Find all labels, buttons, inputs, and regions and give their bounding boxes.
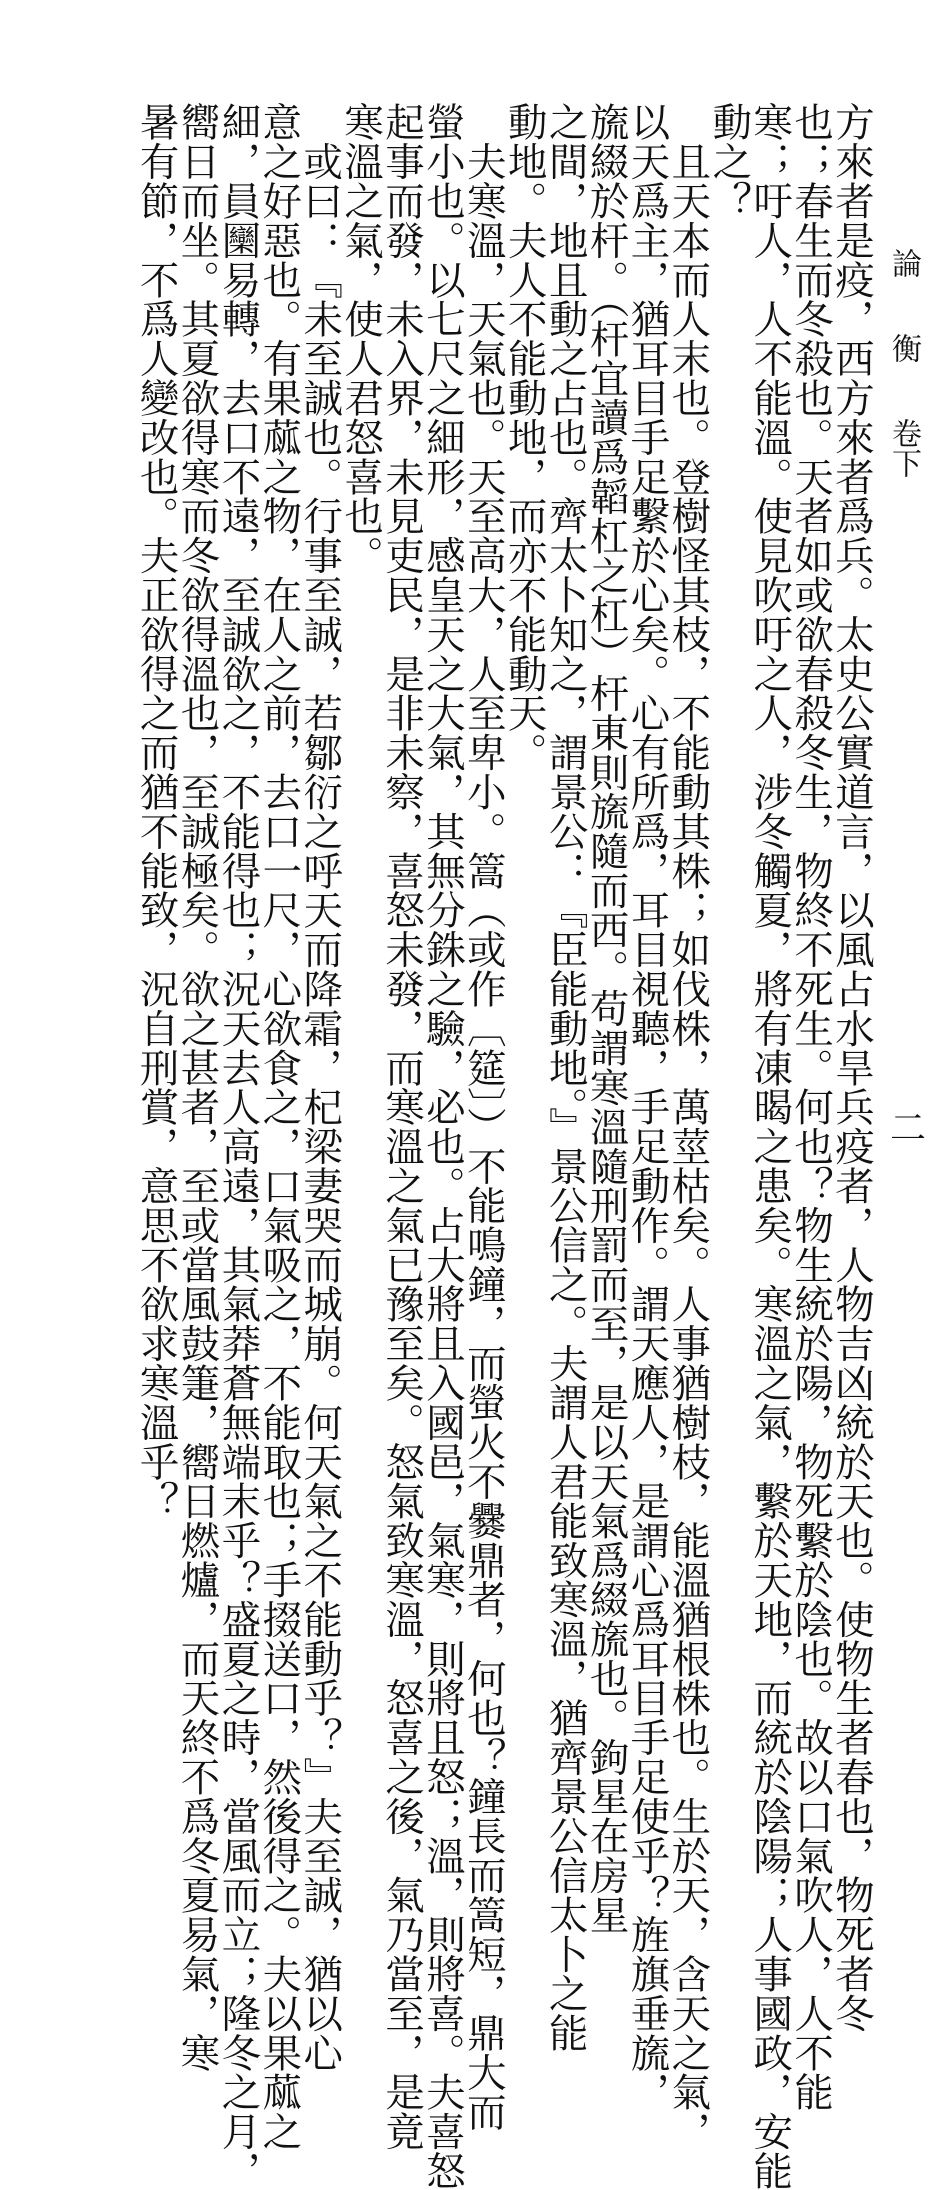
text-column: 寒；吁人，人不能溫。使見吹吁之人，涉冬觸夏，將有凍暍之患矣。寒溫之氣，繫於天地，而統於陰陽；人事國政，安能 <box>747 102 794 2190</box>
text-column: 螢小也。以七尺之細形，感皇天之大氣，其無分銖之驗，必也。占大將且入國邑，氣寒，則將且怒；溫，則將喜。夫喜怒 <box>419 102 466 2190</box>
text-column: 動之？ <box>706 102 753 221</box>
text-column: 也；春生而冬殺也。天者如或欲春殺冬生，物終不死生。何也？物生統於陽，物死繫於陰也。故以口氣吹人，人不能 <box>788 102 835 2112</box>
running-header <box>878 248 928 478</box>
text-column: 或曰：『未至誠也。行事至誠，若鄒衍之呼天而降霜，杞梁妻哭而城崩。何天氣之不能動乎？』夫至誠，猶以心 <box>297 102 344 2072</box>
text-column: 旒綴於杆。（杆宜讀爲韜杠之杠）杆東則旒隨而西。苟謂寒溫隨刑罰而至，是以天氣爲綴旒也。鉤星在房星 <box>583 102 630 1935</box>
text-column: 嚮日而坐。其夏欲得寒而冬欲得溫也，至誠極矣。欲之甚者，至或當風鼓箑，嚮日燃爐，而天終不爲冬夏易氣，寒 <box>174 102 221 2072</box>
header-title-lun: 論 <box>886 248 921 278</box>
text-column: 且天本而人末也。登樹怪其枝，不能動其株；如伐株，萬莖枯矣。人事猶樹枝，能溫猶根株也。生於天，含天之氣， <box>665 102 712 2151</box>
page-number: 二 <box>889 1108 926 1149</box>
text-column: 細，員圞易轉，去口不遠，至誠欲之，不能得也；況天去人高遠，其氣莽蒼無端末乎？盛夏之時，當風而立；隆冬之月， <box>215 102 262 2190</box>
text-column: 方來者是疫，西方來者爲兵。太史公實道言，以風占水旱兵疫者，人物吉凶統於天也。使物生者春也，物死者冬 <box>829 102 875 2033</box>
body-text <box>133 102 875 2190</box>
text-column: 之間，地且動之占也。齊太卜知之，謂景公：『臣能動地。』景公信之。夫謂人君能致寒溫，猶齊景公信太卜之能 <box>542 102 589 2053</box>
text-column: 意之好惡也。有果蓏之物，在人之前，去口一尺，心欲食之，口氣吸之，不能取也；手掇送口，然後得之。夫以果蓏之 <box>256 102 303 2151</box>
text-column: 夫寒溫，天氣也。天至高大，人至卑小。篙（或作〔筵〕）不能鳴鐘，而螢火不爨鼎者，何也？鐘長而篙短，鼎大而 <box>460 102 507 2132</box>
text-column: 寒溫之氣，使人君怒喜也。 <box>338 102 385 575</box>
text-column: 暑有節，不爲人變改也。夫正欲得之而猶不能致，況自刑賞，意思不欲求寒溫乎？ <box>133 102 180 1521</box>
text-column: 以天爲主，猶耳目手足繫於心矣。心有所爲，耳目視聽，手足動作。謂天應人，是謂心爲耳目手足使乎？旌旗垂旒， <box>624 102 671 2112</box>
text-column: 起事而發，未入界，未見吏民，是非未察，喜怒未發，而寒溫之氣已豫至矣。怒氣致寒溫，怒喜之後，氣乃當至，是竟 <box>379 102 426 2151</box>
header-volume: 卷下 <box>886 418 921 478</box>
header-title-heng: 衡 <box>886 333 921 363</box>
text-column: 動地。夫人不能動地，而亦不能動天。 <box>501 102 548 772</box>
